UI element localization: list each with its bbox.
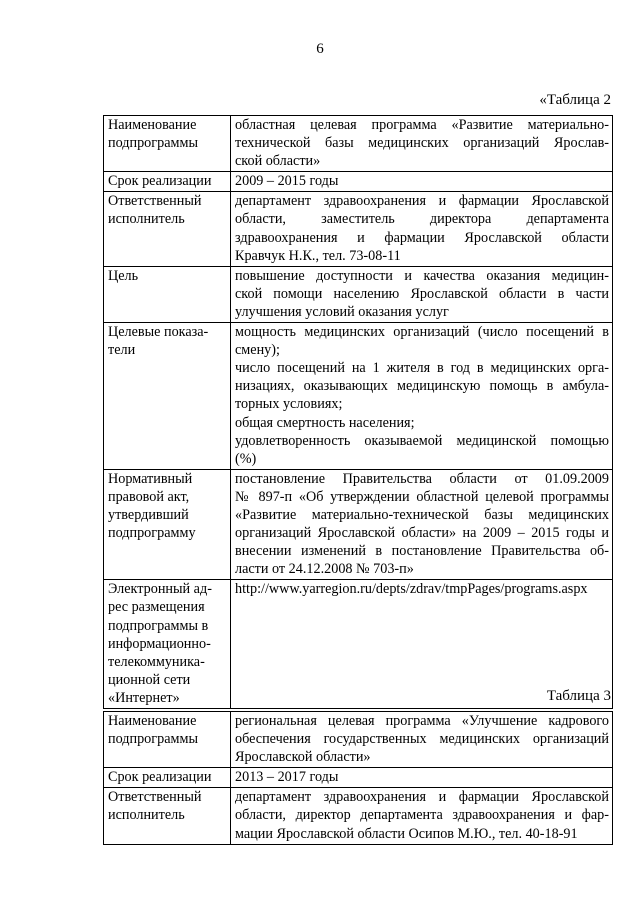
row-value-cell: [231, 712, 613, 768]
table-row: [104, 192, 613, 266]
row-label-cell: [104, 788, 231, 844]
row-value-line: здравоохранения и фармации Ярославской области: [235, 229, 609, 246]
table-row: [104, 788, 613, 844]
table-row: [104, 580, 613, 709]
row-label-line: Электронный ад-: [108, 581, 212, 598]
row-label-line: исполнитель: [108, 807, 185, 824]
row-value-line: улучшения условий оказания услуг: [235, 303, 449, 320]
row-value-line: департамент здравоохранения и фармации Ярославской: [235, 193, 609, 210]
row-label-line: тели: [108, 342, 136, 359]
table-row: [104, 172, 613, 192]
row-label-line: подпрограмму: [108, 525, 196, 542]
row-label-line: Наименование: [108, 117, 197, 133]
page-number: 6: [316, 41, 324, 57]
row-label-line: утвердивший: [108, 506, 189, 523]
row-label-cell: [104, 192, 231, 266]
row-value-line: Кравчук Н.К., тел. 73-08-11: [235, 247, 401, 264]
row-label-cell: [104, 469, 231, 580]
row-value-line: № 897-п «Об утверждении областной целевой программы: [235, 488, 609, 505]
table-3-caption: Таблица 3: [546, 688, 611, 704]
row-value-line: 2009 – 2015 годы: [235, 173, 339, 190]
row-value-line: обеспечения государственных медицинских организаций: [235, 731, 609, 748]
row-value-cell: [231, 768, 613, 788]
row-value-line: постановление Правительства области от 01.09.2009: [235, 470, 609, 487]
row-label-line: Целевые показа-: [108, 324, 209, 341]
row-value-line: (%): [235, 450, 257, 467]
row-value-line: общая смертность населения;: [235, 414, 415, 431]
row-label-line: Срок реализации: [108, 173, 212, 190]
row-label-line: Ответственный: [108, 789, 202, 806]
row-value-cell: [231, 469, 613, 580]
row-value-cell: [231, 266, 613, 322]
row-value-line: областная целевая программа «Развитие материально-: [235, 117, 609, 133]
row-value-line: внесении изменений в постановление Правительства об-: [235, 543, 609, 560]
row-label-line: подпрограммы: [108, 135, 198, 152]
row-label-cell: [104, 266, 231, 322]
row-label-line: подпрограммы в: [108, 617, 209, 634]
table-3-body: [104, 712, 613, 845]
row-value-line: низациях, оказывающих медицинскую помощь в амбула-: [235, 378, 609, 395]
row-label-line: «Интернет»: [108, 689, 180, 706]
row-value-line: департамент здравоохранения и фармации Ярославской: [235, 789, 609, 806]
row-value-cell: [231, 788, 613, 844]
row-label-cell: [104, 712, 231, 768]
row-label-line: Срок реализации: [108, 769, 212, 786]
row-value-line: области, заместитель директора департамента: [235, 211, 609, 228]
table-2: [103, 115, 613, 709]
row-value-line: «Развитие материально-технической базы медицинских: [235, 506, 609, 523]
row-label-line: Цель: [108, 267, 139, 284]
row-value-line: повышение доступности и качества оказания медицин-: [235, 267, 609, 284]
table-row: [104, 266, 613, 322]
row-label-line: Нормативный: [108, 470, 193, 487]
row-label-line: Ответственный: [108, 193, 202, 210]
table-row: [104, 116, 613, 172]
row-label-cell: [104, 768, 231, 788]
row-label-line: исполнитель: [108, 211, 185, 228]
table-row: [104, 469, 613, 580]
row-value-line: торных условиях;: [235, 396, 343, 413]
row-value-line: региональная целевая программа «Улучшение кадрового: [235, 713, 609, 729]
row-label-line: правовой акт,: [108, 488, 190, 505]
row-label-cell: [104, 116, 231, 172]
row-label-cell: [104, 580, 231, 709]
table-row: [104, 323, 613, 470]
row-value-line: Ярославской области»: [235, 749, 371, 766]
row-label-line: информационно-: [108, 635, 211, 652]
row-label-line: Наименование: [108, 713, 197, 729]
row-value-cell: [231, 172, 613, 192]
row-label-cell: [104, 323, 231, 470]
row-value-line: технической базы медицинских организаций Ярослав-: [235, 135, 609, 152]
row-value-line: мощность медицинских организаций (число посещений в: [235, 324, 609, 341]
row-value-line: области, директор департамента здравоохранения и фар-: [235, 807, 609, 824]
table-2-caption: «Таблица 2: [539, 92, 611, 108]
row-label-line: рес размещения: [108, 599, 205, 616]
row-label-line: ционной сети: [108, 671, 191, 688]
row-value-line: удовлетворенность оказываемой медицинской помощью: [235, 432, 609, 449]
table-row: [104, 712, 613, 768]
table-3: [103, 711, 613, 845]
row-value-line: ской области»: [235, 153, 321, 170]
row-value-cell: [231, 192, 613, 266]
table-row: [104, 768, 613, 788]
row-value-line: http://www.yarregion.ru/depts/zdrav/tmpPages/programs.aspx: [235, 581, 588, 598]
row-label-cell: [104, 172, 231, 192]
row-label-line: подпрограммы: [108, 731, 198, 748]
row-value-line: ской помощи населению Ярославской области в части: [235, 285, 609, 302]
row-value-line: число посещений на 1 жителя в год в медицинских орга-: [235, 360, 609, 377]
row-value-line: организаций Ярославской области» на 2009 – 2015 годы и: [235, 525, 609, 542]
row-value-line: ласти от 24.12.2008 № 703-п»: [235, 561, 414, 578]
row-label-line: телекоммуника-: [108, 653, 205, 670]
row-value-line: смену);: [235, 342, 280, 359]
row-value-cell: [231, 323, 613, 470]
row-value-line: 2013 – 2017 годы: [235, 769, 339, 786]
table-2-body: [104, 116, 613, 709]
row-value-line: мации Ярославской области Осипов М.Ю., тел. 40-18-91: [235, 825, 578, 842]
row-value-cell: [231, 116, 613, 172]
